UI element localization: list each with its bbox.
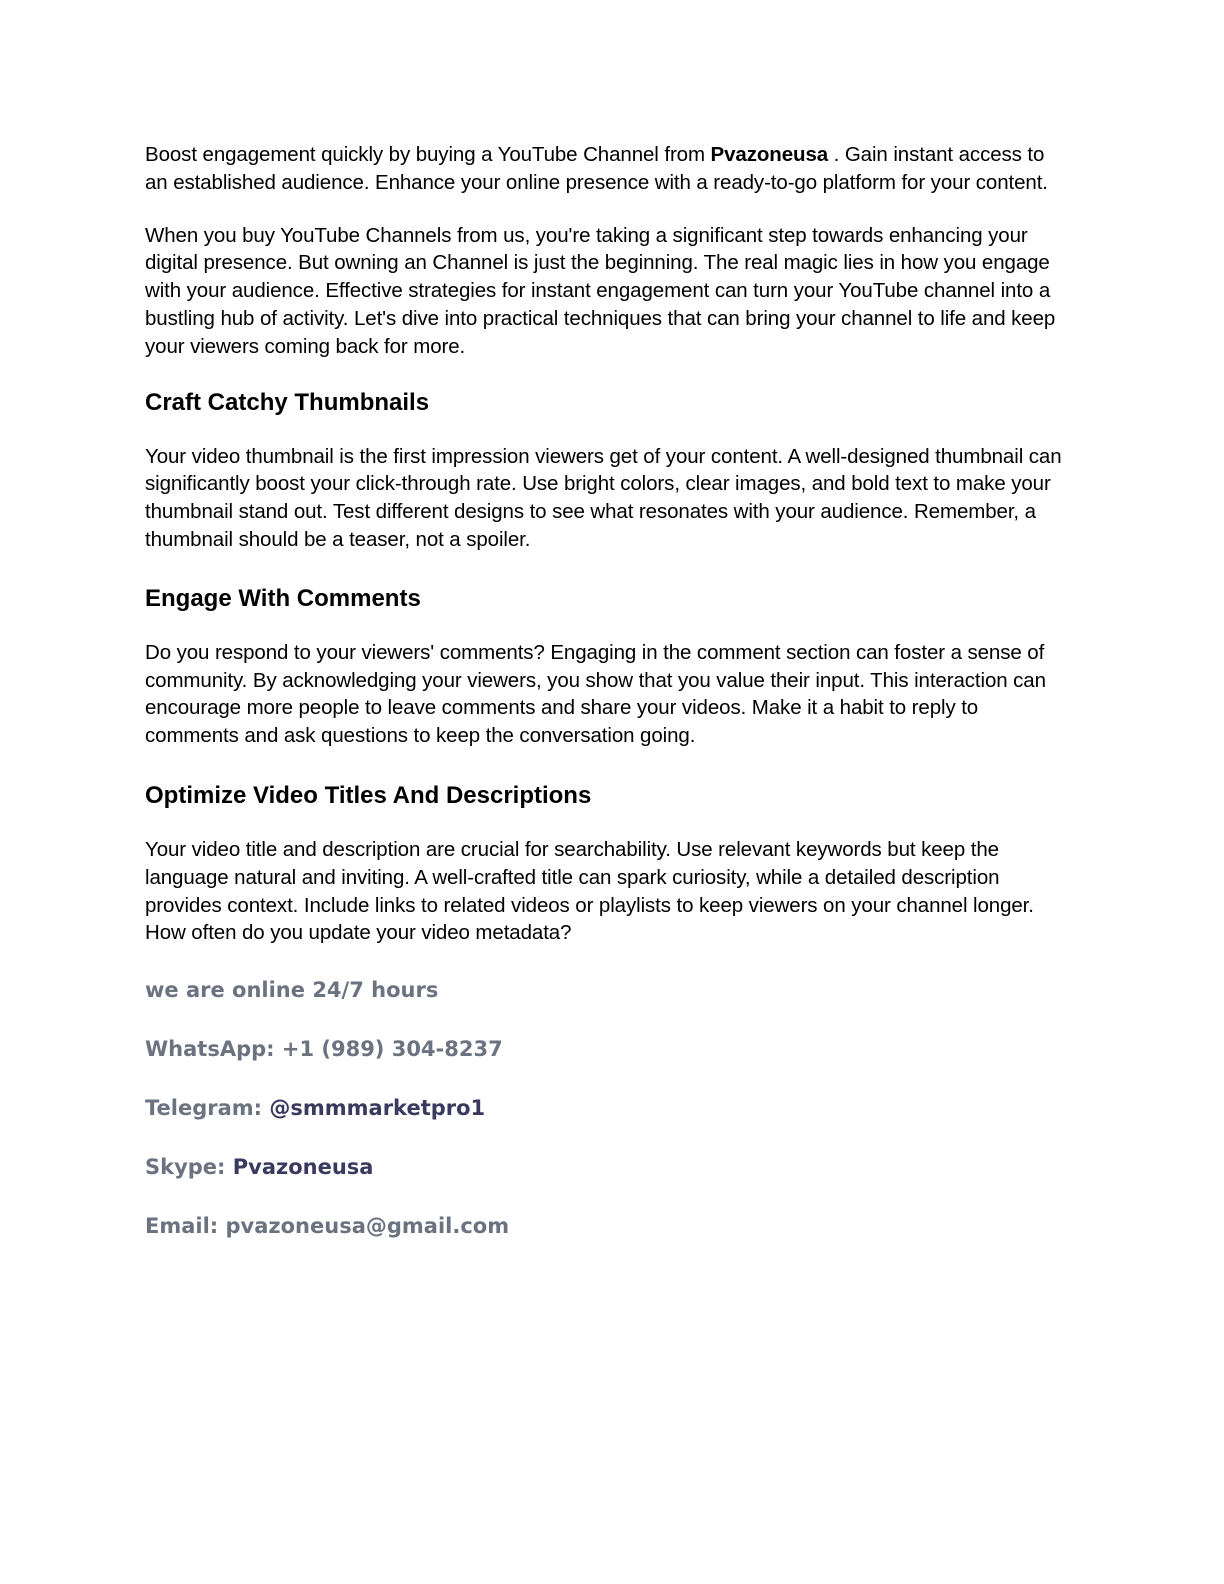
email-contact: Email: pvazoneusa@gmail.com [145, 1214, 510, 1239]
section-heading-thumbnails: Craft Catchy Thumbnails [145, 388, 430, 416]
skype-contact [145, 1153, 1070, 1181]
skype-link[interactable]: Pvazoneusa [232, 1155, 374, 1180]
section-body-optimize: Your video title and description are crucial for searchability. Use relevant keywords but keep the language natural and inviting. A well-crafted title can spark curiosity, while a detailed description provides context. Include links to related videos or playlists to keep viewers on your channel longer. How often do you update your video metadata? [145, 837, 1034, 945]
intro-paragraph [145, 141, 1070, 197]
brand-name: Pvazoneusa [710, 143, 829, 166]
section-heading-optimize: Optimize Video Titles And Descriptions [145, 781, 592, 809]
section-heading-comments: Engage With Comments [145, 584, 421, 612]
telegram-contact [145, 1094, 1070, 1122]
document-page [145, 141, 1070, 1240]
body-paragraph: When you buy YouTube Channels from us, you're taking a significant step towards enhancing your digital presence. But owning an Channel is just the beginning. The real magic lies in how you engage with your audience. Effective strategies for instant engagement can turn your YouTube channel into a bustling hub of activity. Let's dive into practical techniques that can bring your channel to life and keep your viewers coming back for more. [145, 223, 1056, 358]
online-hours-text: we are online 24/7 hours [145, 978, 439, 1003]
telegram-label: Telegram: [145, 1096, 270, 1121]
section-body-comments: Do you respond to your viewers' comments? Engaging in the comment section can foster a sense of community. By acknowledging your viewers, you show that you value their input. This interaction can encourage more people to leave comments and share your videos. Make it a habit to reply to comments and ask questions to keep the conversation going. [145, 640, 1046, 748]
intro-text-start: Boost engagement quickly by buying a YouTube Channel from [145, 143, 711, 166]
telegram-link[interactable]: @smmmarketpro1 [269, 1096, 486, 1121]
skype-label: Skype: [145, 1155, 233, 1180]
whatsapp-contact: WhatsApp: +1 (989) 304-8237 [145, 1037, 503, 1062]
section-body-thumbnails: Your video thumbnail is the first impression viewers get of your content. A well-designed thumbnail can significantly boost your click-through rate. Use bright colors, clear images, and bold text to make your thumbnail stand out. Test different designs to see what resonates with your audience. Remember, a thumbnail should be a teaser, not a spoiler. [145, 444, 1062, 551]
intro-text-end: . Gain instant access to an established audience. Enhance your online presence with a ready-to-go platform for your content. [145, 143, 1048, 194]
